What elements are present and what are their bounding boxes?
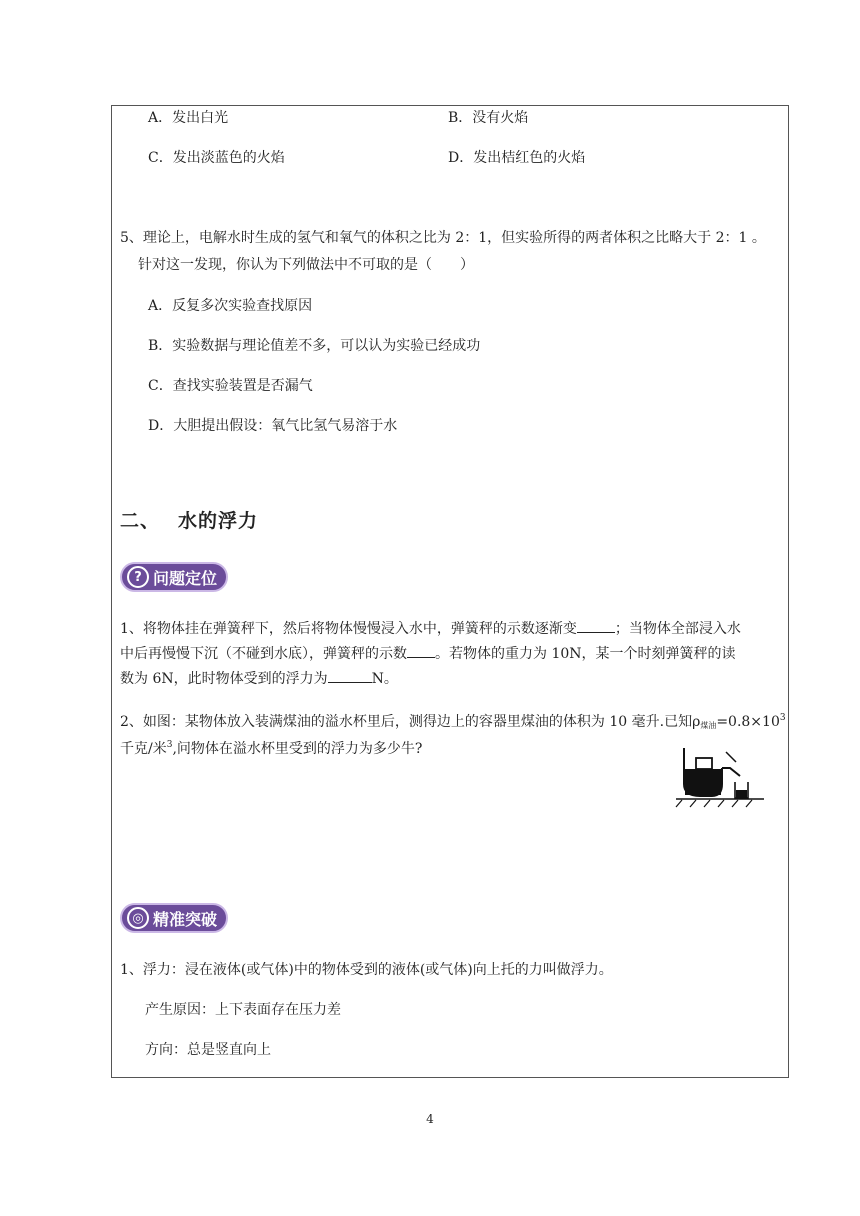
problem1-text: 中后再慢慢下沉（不碰到水底），弹簧秤的示数 [120,646,407,662]
section-heading [120,506,258,533]
answer-blank [577,618,615,633]
section-title: 水的浮力 [178,510,259,532]
q5-stem-line1: 5、理论上，电解水时生成的氢气和氧气的体积之比为 2：1，但实验所得的两者体积之比略大于 2：1 。 [120,230,766,246]
problem2-text: =0.8×10 [716,714,780,730]
target-icon: ◎ [127,907,149,929]
q4-option-d: D．发出桔红色的火焰 [448,150,586,166]
answer-blank [407,643,435,658]
problem2-line1 [120,708,786,736]
section-number: 二、 [120,510,161,532]
exponent: 3 [166,740,173,750]
problem2-text: ,问物体在溢水杯里受到的浮力为多少牛? [172,741,423,757]
density-subscript: 煤油 [700,721,717,730]
buoyancy-cause: 产生原因：上下表面存在压力差 [145,1002,341,1018]
problem2-text: 2、如图：某物体放入装满煤油的溢水杯里后，测得边上的容器里煤油的体积为 10 毫升.已知ρ [120,714,701,730]
q5-option-d: D．大胆提出假设：氧气比氢气易溶于水 [148,418,398,434]
problem1-text: 。若物体的重力为 10N，某一个时刻弹簧秤的读 [435,646,736,662]
badge-precise-breakthrough [120,903,228,933]
problem1-text: 数为 6N，此时物体受到的浮力为 [120,671,328,687]
q5-option-c: C．查找实验装置是否漏气 [148,378,313,394]
q4-option-c: C．发出淡蓝色的火焰 [148,150,285,166]
problem2-line2 [120,735,422,759]
problem1-text: 1、将物体挂在弹簧秤下，然后将物体慢慢浸入水中，弹簧秤的示数逐渐变 [120,621,577,637]
badge-label: 精准突破 [153,909,218,929]
problem1-text: ；当物体全部浸入水 [614,621,741,637]
problem1-line1 [120,618,741,639]
badge-problem-location [120,562,228,592]
overflow-cup-illustration [672,744,768,808]
buoyancy-direction: 方向：总是竖直向上 [145,1042,271,1058]
q5-option-a: A．反复多次实验查找原因 [148,298,313,314]
q5-option-b: B．实验数据与理论值差不多，可以认为实验已经成功 [148,338,481,354]
question-icon: ? [127,566,149,588]
q5-stem-line2: 针对这一发现，你认为下列做法中不可取的是（ ） [138,257,474,273]
q4-option-b: B．没有火焰 [448,110,529,126]
page-number: 4 [426,1112,434,1126]
answer-blank [328,668,372,683]
q4-option-a: A．发出白光 [148,110,229,126]
badge-label: 问题定位 [153,568,218,588]
exponent: 3 [779,713,786,723]
problem2-text: 千克/米 [120,741,167,757]
problem1-text: N。 [371,671,398,687]
problem1-line3 [120,668,398,689]
problem1-line2 [120,643,736,664]
buoyancy-definition: 1、浮力：浸在液体(或气体)中的物体受到的液体(或气体)向上托的力叫做浮力。 [120,962,613,978]
